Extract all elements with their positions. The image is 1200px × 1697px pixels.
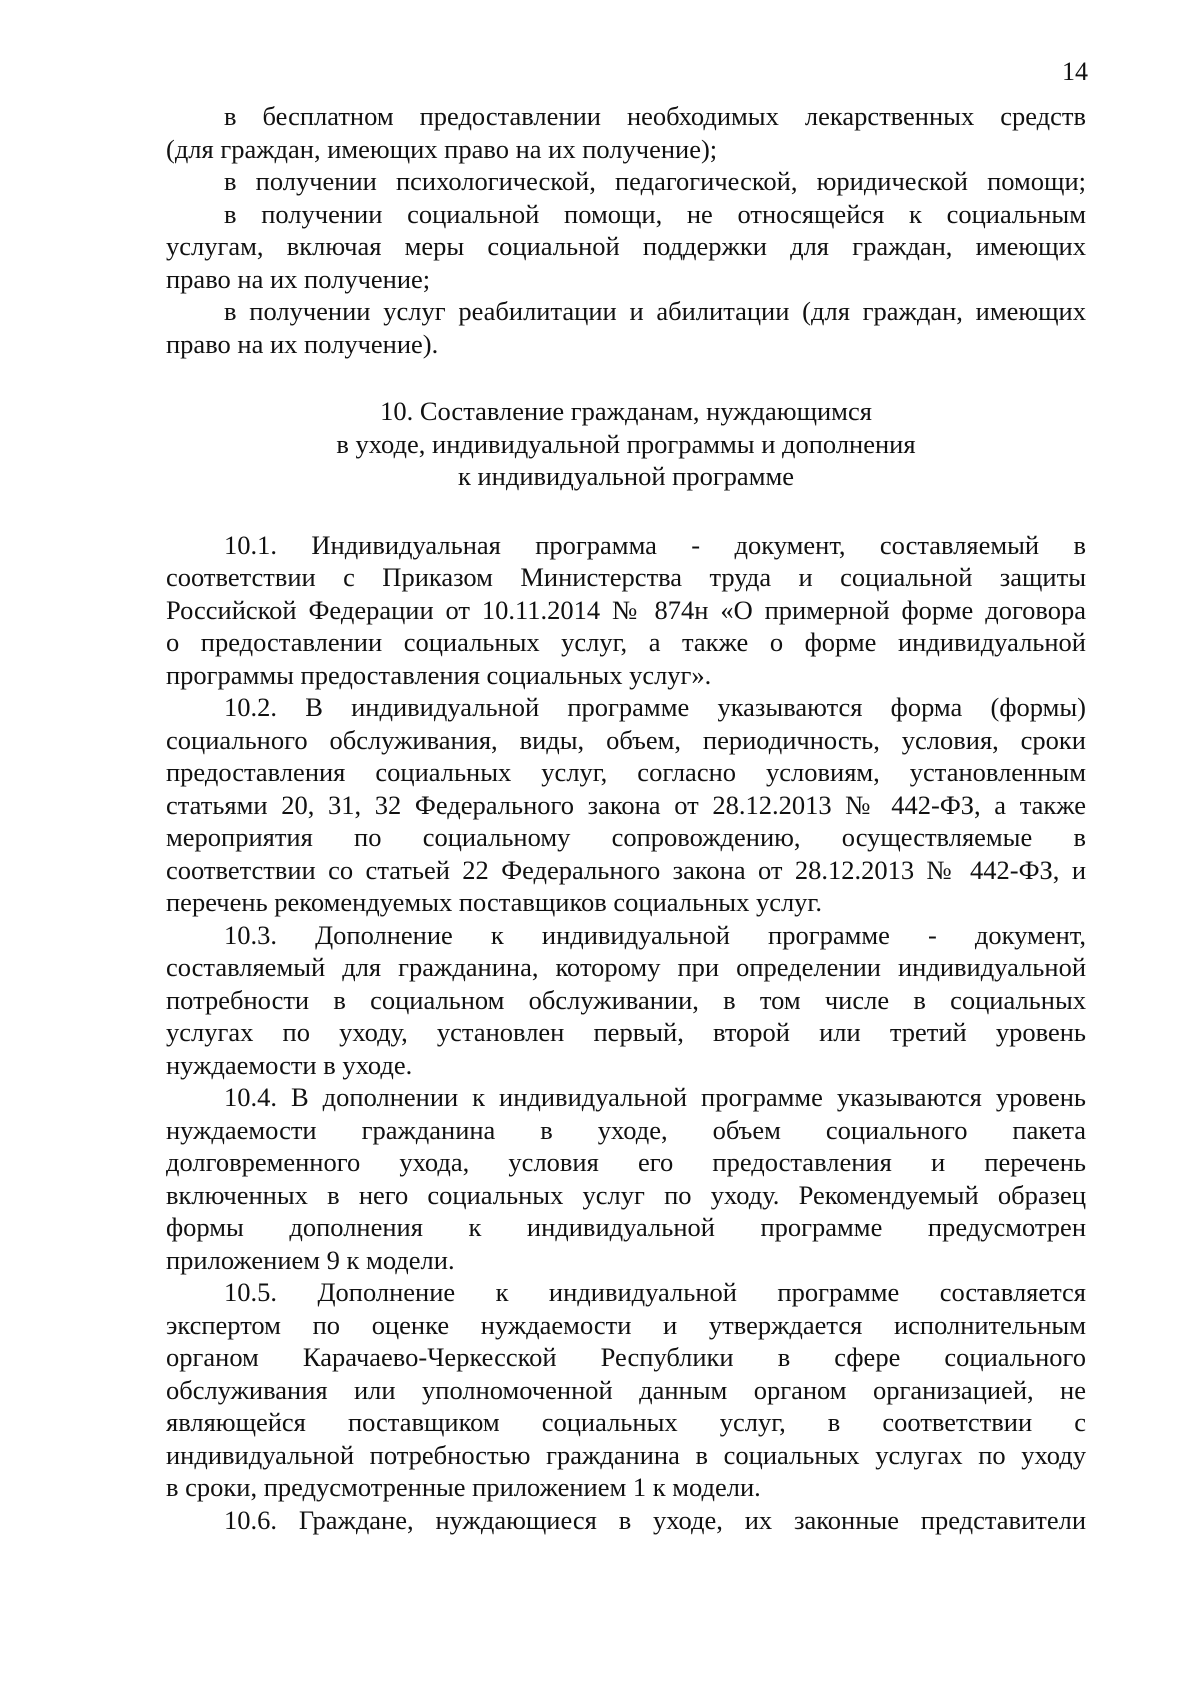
text-line: социального обслуживания, виды, объем, периодичность, условия, сроки — [166, 724, 1086, 755]
text-line: органом Карачаево-Черкесской Республики в сфере социального — [166, 1342, 1086, 1372]
text-line: 10.3. Дополнение к индивидуальной программе - документ, — [224, 919, 1086, 950]
spacer — [166, 360, 1086, 395]
text-line: нуждаемости в уходе. — [166, 1049, 413, 1080]
text-line: в получении психологической, педагогической, юридической помощи; — [224, 166, 1086, 196]
text-line: в сроки, предусмотренные приложением 1 к модели. — [166, 1472, 761, 1502]
text-line: экспертом по оценке нуждаемости и утверждается исполнительным — [166, 1309, 1086, 1340]
text-line: долговременного ухода, условия его предоставления и перечень — [166, 1147, 1086, 1177]
text-line: 10.5. Дополнение к индивидуальной программе составляется — [224, 1277, 1086, 1307]
text-line: программы предоставления социальных услуг». — [166, 659, 712, 690]
text-line: Российской Федерации от 10.11.2014 № 874н «О примерной форме договора — [166, 594, 1086, 625]
text-line: нуждаемости гражданина в уходе, объем социального пакета — [166, 1114, 1086, 1145]
text-line: 10.6. Граждане, нуждающиеся в уходе, их законные представители — [224, 1504, 1086, 1535]
text-line: в получении услуг реабилитации и абилитации (для граждан, имеющих — [224, 296, 1086, 326]
text-line: статьями 20, 31, 32 Федерального закона от 28.12.2013 № 442-ФЗ, а также — [166, 789, 1086, 820]
text-line: мероприятия по социальному сопровождению, осуществляемые в — [166, 822, 1086, 852]
text-line: потребности в социальном обслуживании, в том числе в социальных — [166, 984, 1086, 1015]
text-line: предоставления социальных услуг, согласно условиям, установленным — [166, 757, 1086, 787]
text-line: 10.2. В индивидуальной программе указываются форма (формы) — [224, 692, 1086, 722]
text-line: 10.1. Индивидуальная программа - документ, составляемый в — [224, 529, 1086, 560]
text-line: формы дополнения к индивидуальной программе предусмотрен — [166, 1212, 1086, 1242]
text-line: индивидуальной потребностью гражданина в социальных услугах по уходу — [166, 1439, 1086, 1470]
text-line: соответствии со статьей 22 Федерального закона от 28.12.2013 № 442-ФЗ, и — [166, 854, 1086, 885]
text-line: в получении социальной помощи, не относящейся к социальным — [224, 198, 1086, 229]
text-line: о предоставлении социальных услуг, а также о форме индивидуальной — [166, 627, 1086, 657]
document-body — [166, 100, 1086, 1536]
spacer — [166, 493, 1086, 529]
section-heading-line: в уходе, индивидуальной программы и дополнения — [336, 428, 916, 459]
text-line: услугам, включая меры социальной поддержки для граждан, имеющих — [166, 231, 1086, 261]
text-line: приложением 9 к модели. — [166, 1244, 455, 1275]
text-line: составляемый для гражданина, которому при определении индивидуальной — [166, 952, 1086, 982]
text-line: обслуживания или уполномоченной данным органом организацией, не — [166, 1374, 1086, 1405]
page-number: 14 — [1062, 57, 1088, 86]
text-line: право на их получение). — [166, 328, 439, 359]
text-line: услугах по уходу, установлен первый, второй или третий уровень — [166, 1017, 1086, 1047]
text-line: в бесплатном предоставлении необходимых лекарственных средств — [224, 101, 1086, 131]
section-heading-line: 10. Составление гражданам, нуждающимся — [380, 396, 872, 426]
text-line: 10.4. В дополнении к индивидуальной программе указываются уровень — [224, 1082, 1086, 1112]
text-line: (для граждан, имеющих право на их получение); — [166, 133, 718, 164]
text-line: являющейся поставщиком социальных услуг, в соответствии с — [166, 1407, 1086, 1437]
section-heading-line: к индивидуальной программе — [457, 461, 794, 491]
text-line: перечень рекомендуемых поставщиков социальных услуг. — [166, 887, 822, 917]
text-line: право на их получение; — [166, 263, 431, 294]
text-line: соответствии с Приказом Министерства труда и социальной защиты — [166, 562, 1086, 592]
text-line: включенных в него социальных услуг по уходу. Рекомендуемый образец — [166, 1179, 1086, 1210]
